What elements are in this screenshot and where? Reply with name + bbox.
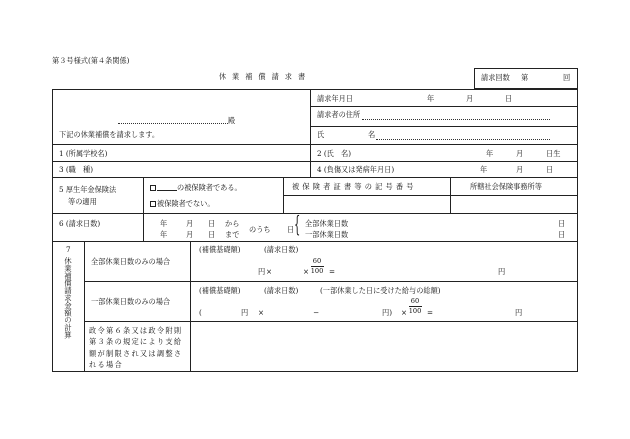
birth-day-suffix: 日生 xyxy=(546,149,561,158)
injury-month: 月 xyxy=(516,165,524,174)
not-insured-label: 被保険者でない。 xyxy=(157,199,215,208)
partial-times-sign: × xyxy=(258,308,265,317)
partial-fraction-denominator: 100 xyxy=(408,307,422,315)
form-header: 第３号様式(第４条関係) xyxy=(52,56,130,65)
table-bottom-border xyxy=(52,371,578,372)
pension-title-line1: 5 厚生年金保険法 xyxy=(59,185,117,194)
partial-leave-days-label: 一部休業日数 xyxy=(305,230,349,239)
birth-year: 年 xyxy=(486,149,494,158)
partial-wage-label: (一部休業した日に受けた給与の総額) xyxy=(320,286,441,295)
table-top-border xyxy=(52,89,578,90)
partial-yen-unit: 円 xyxy=(241,308,249,317)
to-year: 年 xyxy=(160,230,168,239)
table-right-border xyxy=(577,89,578,371)
full-claim-days-label: (請求日数) xyxy=(264,245,299,254)
partial-leave-days-unit: 日 xyxy=(558,230,566,239)
partial-base-amount-label: (補償基礎額) xyxy=(199,286,241,295)
full-only-label: 全部休業日数のみの場合 xyxy=(91,257,171,266)
claim-count-suffix: 回 xyxy=(563,73,571,82)
name-label-first: 氏 xyxy=(317,130,325,139)
full-times-sign: × xyxy=(266,267,273,276)
partial-times-sign-2: × xyxy=(401,308,408,317)
injury-day: 日 xyxy=(546,165,554,174)
pension-not-insured-option[interactable] xyxy=(150,200,215,207)
partial-equals-sign: = xyxy=(427,308,434,317)
birth-month: 月 xyxy=(516,149,524,158)
section7-vertical-label: 休業補償請求金額の計算 xyxy=(63,257,73,339)
total-days-unit: 日 xyxy=(287,225,295,234)
injury-date-label: 4 (負傷又は発病年月日) xyxy=(317,165,395,174)
ordinance-case-label: 政令第６条又は政令附則第３条の規定により支給額が制限され又は調整される場合 xyxy=(89,326,183,369)
full-leave-days-label: 全部休業日数 xyxy=(305,219,349,228)
partial-result-yen: 円 xyxy=(515,308,523,317)
name-label-second: 名 xyxy=(368,130,376,139)
injury-year: 年 xyxy=(480,165,488,174)
full-yen-unit: 円 xyxy=(258,267,266,276)
request-statement: 下記の休業補償を請求します。 xyxy=(59,130,160,139)
table-left-border xyxy=(52,89,53,371)
to-label: まで xyxy=(225,230,240,239)
from-year: 年 xyxy=(160,219,168,228)
claim-date-label: 請求年月日 xyxy=(317,94,353,103)
from-label: から xyxy=(225,219,240,228)
pension-insured-option[interactable] xyxy=(150,184,242,191)
pension-office-label: 所轄社会保険事務所等 xyxy=(470,182,542,191)
address-field-line[interactable] xyxy=(362,119,550,120)
pension-cert-label: 被保険者証書等の記号番号 xyxy=(292,182,417,191)
full-equals-sign: = xyxy=(329,267,336,276)
claim-date-year: 年 xyxy=(427,94,435,103)
form-title: 休業補償請求書 xyxy=(218,72,312,81)
brace-icon: { xyxy=(294,213,301,238)
claim-date-month: 月 xyxy=(466,94,474,103)
address-label: 請求者の住所 xyxy=(317,110,361,119)
claim-count-label: 請求回数 xyxy=(481,73,510,82)
section7-number: 7 xyxy=(66,245,71,254)
name-row-label: 2 (氏 名) xyxy=(317,149,352,158)
full-leave-days-unit: 日 xyxy=(558,219,566,228)
not-insured-checkbox[interactable] xyxy=(150,201,156,207)
full-result-yen: 円 xyxy=(498,267,506,276)
partial-close-yen: 円) xyxy=(382,308,392,317)
claim-days-label: 6 (請求日数) xyxy=(59,219,101,228)
pension-title-line2: 等の適用 xyxy=(68,197,97,206)
claim-date-day: 日 xyxy=(505,94,513,103)
partial-minus-sign: − xyxy=(313,308,320,317)
addressee-suffix: 殿 xyxy=(228,116,236,125)
full-fraction-denominator: 100 xyxy=(310,267,324,275)
of-which-label: のうち xyxy=(249,225,271,234)
full-fraction-numerator: 60 xyxy=(312,257,322,265)
partial-open-paren: ( xyxy=(199,308,202,317)
insured-label: の被保険者である。 xyxy=(177,183,242,192)
full-base-amount-label: (補償基礎額) xyxy=(199,245,241,254)
from-month: 月 xyxy=(186,219,194,228)
partial-claim-days-label: (請求日数) xyxy=(264,286,299,295)
name-field-line[interactable] xyxy=(376,139,550,140)
full-times-sign-2: × xyxy=(303,267,310,276)
school-label: 1 (所属学校名) xyxy=(59,149,108,158)
insured-checkbox[interactable] xyxy=(150,185,156,191)
from-day: 日 xyxy=(208,219,216,228)
to-day: 日 xyxy=(208,230,216,239)
job-label: 3 (職 種) xyxy=(59,165,94,174)
partial-only-label: 一部休業日数のみの場合 xyxy=(91,297,171,306)
claim-count-prefix: 第 xyxy=(521,73,529,82)
to-month: 月 xyxy=(186,230,194,239)
partial-fraction-numerator: 60 xyxy=(410,297,420,305)
